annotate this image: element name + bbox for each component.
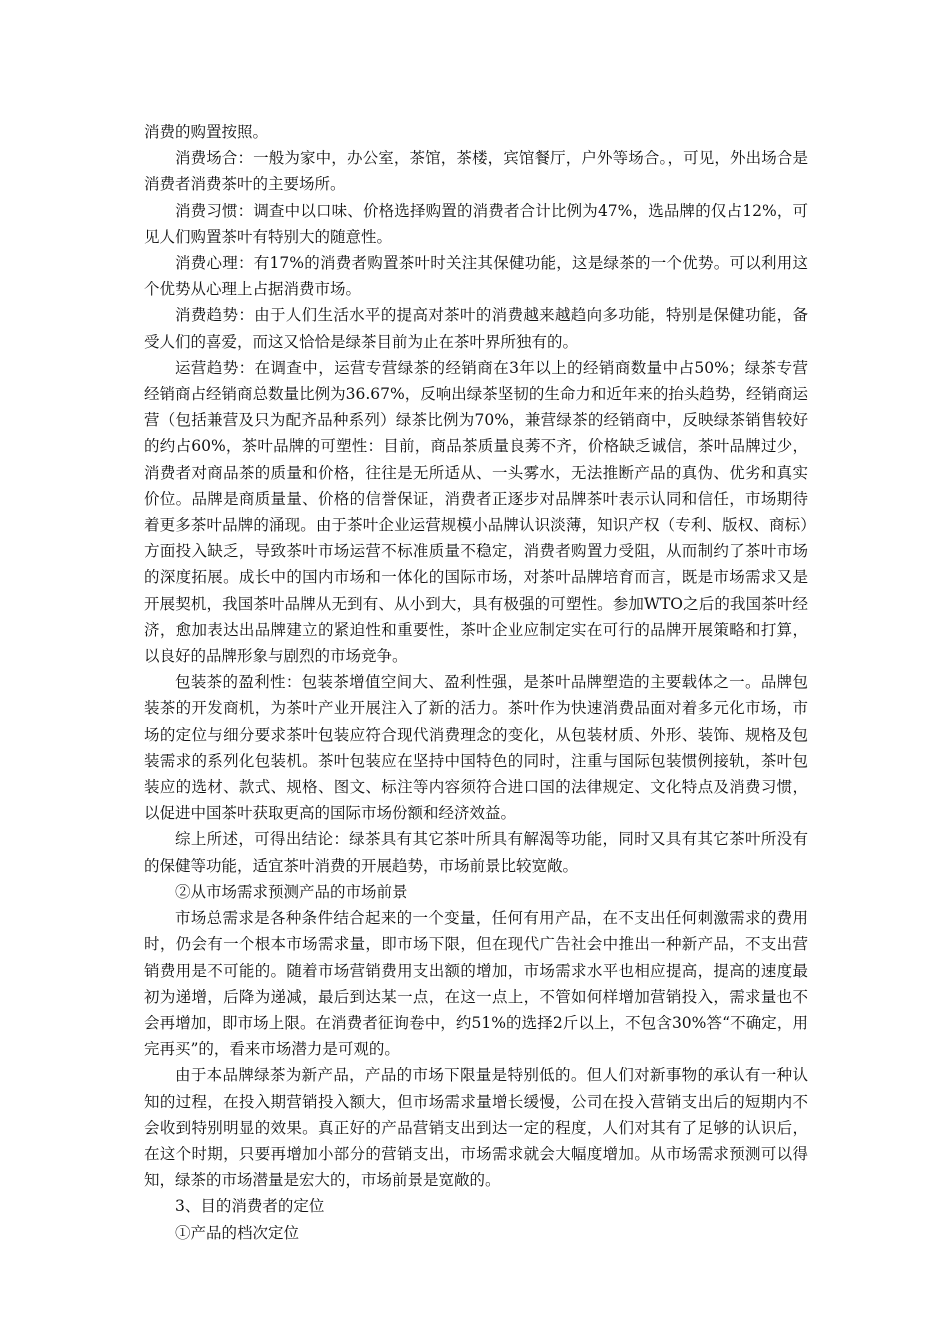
paragraph-4: 消费心理：有17%的消费者购置茶叶时关注其保健功能，这是绿茶的一个优势。可以利用这个优势从心理上占据消费市场。 xyxy=(144,254,808,299)
section-heading-product-grade: ①产品的档次定位 xyxy=(175,1223,300,1242)
paragraph-1: 消费的购置按照。 xyxy=(144,123,269,141)
paragraph-10: 市场总需求是各种条件结合起来的一个变量，任何有用产品，在不支出任何刺激需求的费用时，仍会有一个根本市场需求量，即市场下限，但在现代广告社会中推出一种新产品，不支出营销费用是不可能的。随着市场营销费用支出额的增加，市场需求水平也相应提高，提高的速度最初为递增，后降为递减，最后到达某一点，在这一点上，不管如何样增加营销投入，需求量也不会再增加，即市场上限。在消费者征询卷中，约51%的选择2斤以上，不包含30%答“不确定，用完再买”的，看来市场潜力是可观的。 xyxy=(144,909,808,1059)
paragraph-3: 消费习惯：调查中以口味、价格选择购置的消费者合计比例为47%，选品牌的仅占12%，可见人们购置茶叶有特别大的随意性。 xyxy=(144,201,808,246)
section-heading-target-consumer: 3、目的消费者的定位 xyxy=(175,1197,325,1216)
document-body xyxy=(144,119,808,1246)
paragraph-7: 包装茶的盈利性：包装茶增值空间大、盈利性强，是茶叶品牌塑造的主要载体之一。品牌包装茶的开发商机，为茶叶产业开展注入了新的活力。茶叶作为快速消费品面对着多元化市场，市场的定位与细分要求茶叶包装应符合现代消费理念的变化，从包装材质、外形、装饰、规格及包装需求的系列化包装机。茶叶包装应在坚持中国特色的同时，注重与国际包装惯例接轨，茶叶包装应的选材、款式、规格、图文、标注等内容须符合进口国的法律规定、文化特点及消费习惯，以促进中国茶叶获取更高的国际市场份额和经济效益。 xyxy=(144,673,808,823)
paragraph-6: 运营趋势：在调查中，运营专营绿茶的经销商在3年以上的经销商数量中占50%；绿茶专营经销商占经销商总数量比例为36.67%，反响出绿茶坚韧的生命力和近年来的抬头趋势，经销商运营（包括兼营及只为配齐品种系列）绿茶比例为70%，兼营绿茶的经销商中，反映绿茶销售较好的约占60%，茶叶品牌的可塑性：目前，商品茶质量良莠不齐，价格缺乏诚信，茶叶品牌过少，消费者对商品茶的质量和价格，往往是无所适从、一头雾水，无法推断产品的真伪、优劣和真实价位。品牌是商质量量、价格的信誉保证，消费者正逐步对品牌茶叶表示认同和信任，市场期待着更多茶叶品牌的涌现。由于茶叶企业运营规模小品牌认识淡薄，知识产权（专利、版权、商标）方面投入缺乏，导致茶叶市场运营不标准质量不稳定，消费者购置力受阻，从而制约了茶叶市场的深度拓展。成长中的国内市场和一体化的国际市场，对茶叶品牌培育而言，既是市场需求又是开展契机，我国茶叶品牌从无到有、从小到大，具有极强的可塑性。参加WTO之后的我国茶叶经济，愈加表达出品牌建立的紧迫性和重要性，茶叶企业应制定实在可行的品牌开展策略和打算，以良好的品牌形象与剧烈的市场竞争。 xyxy=(144,358,808,666)
paragraph-2: 消费场合：一般为家中，办公室，茶馆，茶楼，宾馆餐厅，户外等场合。，可见，外出场合是消费者消费茶叶的主要场所。 xyxy=(144,149,808,194)
paragraph-5: 消费趋势：由于人们生活水平的提高对茶叶的消费越来越趋向多功能，特别是保健功能，备受人们的喜爱，而这又恰恰是绿茶目前为止在茶叶界所独有的。 xyxy=(144,306,808,351)
section-heading-market-forecast: ②从市场需求预测产品的市场前景 xyxy=(175,882,408,901)
paragraph-11: 由于本品牌绿茶为新产品，产品的市场下限量是特别低的。但人们对新事物的承认有一种认知的过程，在投入期营销投入额大，但市场需求量增长缓慢，公司在投入营销支出后的短期内不会收到特别明显的效果。真正好的产品营销支出到达一定的程度，人们对其有了足够的认识后，在这个时期，只要再增加小部分的营销支出，市场需求就会大幅度增加。从市场需求预测可以得知，绿茶的市场潜量是宏大的，市场前景是宽敞的。 xyxy=(144,1066,808,1190)
paragraph-8: 综上所述，可得出结论：绿茶具有其它茶叶所具有解渴等功能，同时又具有其它茶叶所没有的保健等功能，适宜茶叶消费的开展趋势，市场前景比较宽敞。 xyxy=(144,830,808,875)
